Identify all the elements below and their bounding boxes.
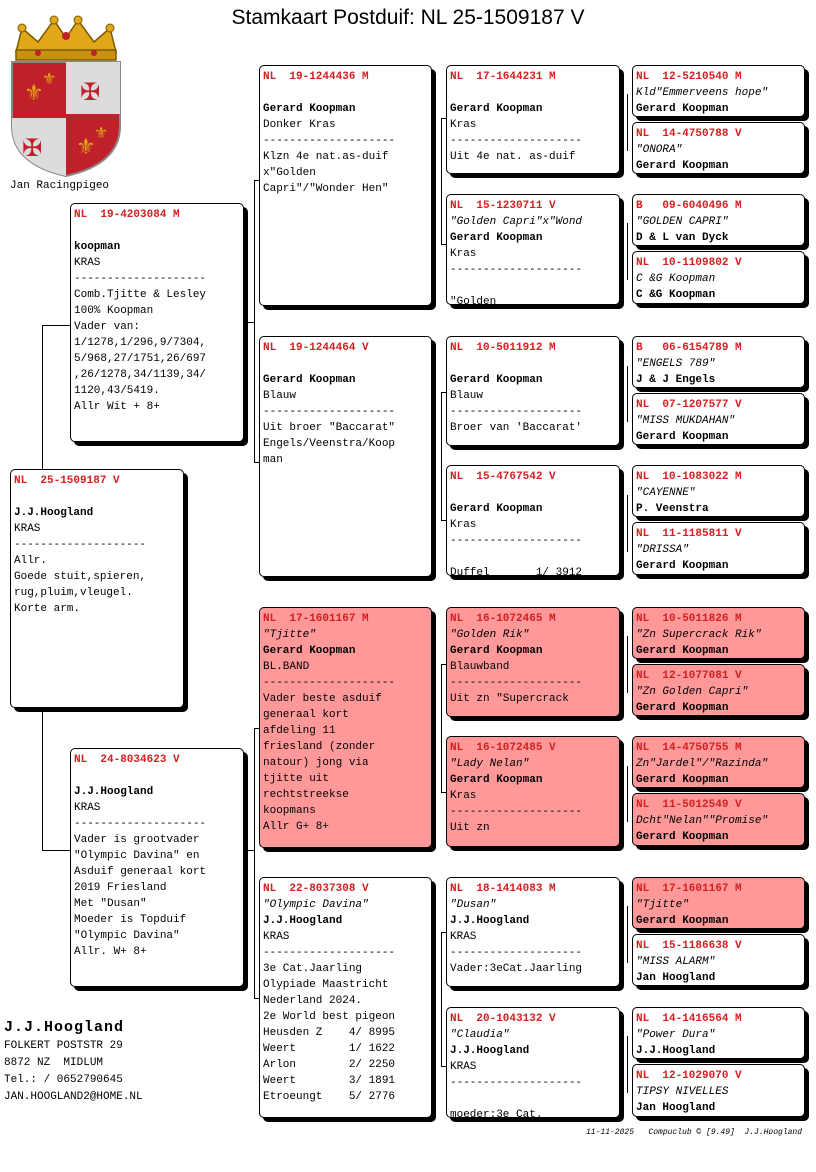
card-text-line: Uit zn "Supercrack (450, 693, 569, 705)
connector (627, 636, 628, 693)
ring-number: NL 10-1083022 M (636, 471, 742, 483)
pigeon-name: "Claudia" (450, 1029, 510, 1041)
card-text-line: Duffel 1/ 3912 (450, 567, 583, 576)
card-text-line: Asduif generaal kort (74, 866, 207, 878)
card-text-line: -------------------- (450, 677, 583, 689)
ring-number: NL 11-1185811 V (636, 528, 742, 540)
ring-number: NL 15-1186638 V (636, 940, 742, 952)
ring-number: NL 22-8037308 V (263, 883, 369, 895)
card-text-line: Broer van 'Baccarat' (450, 422, 583, 434)
pigeon-name: "Lady Nelan" (450, 758, 530, 770)
card-text-line: koopmans (263, 805, 316, 817)
breeder-name: D & L van Dyck (636, 232, 729, 244)
great-grandparent-card[interactable] (632, 522, 805, 575)
card-text-line: -------------------- (450, 135, 583, 147)
card-text-line: KRAS (263, 931, 290, 943)
owner-email: JAN.HOOGLAND2@HOME.NL (4, 1091, 143, 1103)
connector (627, 223, 628, 280)
ring-number: NL 19-4203084 M (74, 209, 180, 221)
connector (441, 118, 442, 244)
pigeon-name: Kld"Emmerveens hope" (636, 87, 769, 99)
pigeon-name: "MISS ALARM" (636, 956, 716, 968)
connector (627, 94, 628, 151)
breeder-name: P. Veenstra (636, 503, 709, 515)
breeder-name: koopman (74, 241, 121, 253)
card-text-line: -------------------- (14, 539, 147, 551)
connector (254, 728, 255, 998)
card-text-line (450, 485, 616, 501)
card-text-line: Uit broer "Baccarat" (263, 422, 396, 434)
pigeon-name: Dcht"Nelan""Promise" (636, 815, 769, 827)
card-text-line: man (263, 454, 283, 466)
breeder-name: Gerard Koopman (636, 702, 729, 714)
pigeon-name: "Dusan" (450, 899, 497, 911)
breeder-name: J & J Engels (636, 374, 716, 386)
breeder-name: Gerard Koopman (636, 560, 729, 572)
great-grandparent-card[interactable] (632, 1007, 805, 1059)
card-text-line: "Golden (450, 296, 497, 305)
connector (42, 708, 43, 850)
sss-card[interactable] (446, 65, 620, 174)
card-text-line: Moeder is Topduif (74, 914, 187, 926)
breeder-name: Gerard Koopman (263, 374, 356, 386)
breeder-name: C &G Koopman (636, 289, 716, 301)
card-text-line: Blauw (263, 390, 297, 402)
great-grandparent-card[interactable] (632, 934, 805, 986)
owner-address-line: 8872 NZ MIDLUM (4, 1057, 104, 1069)
ring-number: NL 19-1244436 M (263, 71, 369, 83)
footer-credit: 11-11-2025 Compuclub © [9.49] J.J.Hoogland (586, 1128, 803, 1137)
breeder-name: Gerard Koopman (636, 774, 729, 786)
card-text-line: Kras (450, 519, 477, 531)
connector (42, 325, 43, 469)
pigeon-name: "Golden Rik" (450, 629, 530, 641)
card-text-line: Allr G+ 8+ (263, 821, 330, 833)
breeder-name: J.J.Hoogland (450, 915, 530, 927)
card-text-line: natour) jong via (263, 757, 369, 769)
ring-number: NL 25-1509187 V (14, 475, 120, 487)
connector (627, 766, 628, 822)
ring-number: NL 14-4750788 V (636, 128, 742, 140)
great-grandparent-card[interactable] (632, 251, 805, 304)
ring-number: NL 15-4767542 V (450, 471, 556, 483)
breeder-name: Gerard Koopman (450, 374, 543, 386)
card-text-line: Kras (450, 248, 477, 260)
card-text-line: Weert 3/ 1891 (263, 1075, 396, 1087)
card-text-line: Arlon 2/ 2250 (263, 1059, 396, 1071)
shield-icon (12, 62, 120, 176)
card-text-line: Vader beste asduif (263, 693, 382, 705)
ring-number: NL 16-1072465 M (450, 613, 556, 625)
breeder-name: Jan Hoogland (636, 1102, 716, 1114)
card-text-line: 100% Koopman (74, 305, 154, 317)
card-text-line: 2019 Friesland (74, 882, 167, 894)
card-text-line: Met "Dusan" (74, 898, 147, 910)
breeder-name: Gerard Koopman (636, 831, 729, 843)
card-text-line: -------------------- (263, 677, 396, 689)
dsd-card[interactable] (446, 736, 620, 847)
breeder-name: Jan Hoogland (636, 972, 716, 984)
breeder-name: Gerard Koopman (636, 160, 729, 172)
card-text-line: Vader van: (74, 321, 141, 333)
card-text-line: "Olympic Davina" (74, 930, 180, 942)
connector (42, 850, 70, 851)
breeder-name: J.J.Hoogland (14, 507, 94, 519)
svg-text:✠: ✠ (80, 78, 101, 106)
ring-number: NL 17-1601167 M (263, 613, 369, 625)
ring-number: NL 12-5210540 M (636, 71, 742, 83)
card-text-line: -------------------- (450, 806, 583, 818)
svg-text:⚜: ⚜ (76, 135, 96, 160)
card-text-line: Kras (450, 790, 477, 802)
pigeon-name: "Zn Supercrack Rik" (636, 629, 762, 641)
ddd-card[interactable] (446, 1007, 620, 1118)
great-grandparent-card[interactable] (632, 877, 805, 929)
card-text-line: moeder:3e Cat. (450, 1109, 543, 1118)
card-text-line: -------------------- (450, 1077, 583, 1089)
dds-card[interactable] (446, 877, 620, 987)
breeder-name: Gerard Koopman (636, 431, 729, 443)
card-text-line: Uit 4e nat. as-duif (450, 151, 576, 163)
ring-number: NL 12-1029070 V (636, 1070, 742, 1082)
card-text-line: rug,pluim,vleugel. (14, 587, 133, 599)
card-text-line (263, 85, 428, 101)
card-text-line: -------------------- (263, 406, 396, 418)
pigeon-name: "Power Dura" (636, 1029, 716, 1041)
ring-number: NL 19-1244464 V (263, 342, 369, 354)
card-text-line: KRAS (450, 931, 477, 943)
connector (42, 325, 70, 326)
ring-number: B 06-6154789 M (636, 342, 742, 354)
card-text-line: -------------------- (450, 406, 583, 418)
card-text-line: -------------------- (263, 135, 396, 147)
card-text-line: Etroeungt 5/ 2776 (263, 1091, 396, 1103)
breeder-name: Gerard Koopman (263, 103, 356, 115)
sdd-card[interactable] (446, 465, 620, 576)
card-text-line: -------------------- (450, 264, 583, 276)
breeder-name: Gerard Koopman (450, 645, 543, 657)
card-text-line: Kras (450, 119, 477, 131)
card-text-line: Goede stuit,spieren, (14, 571, 147, 583)
dam-dam-card[interactable] (259, 877, 432, 1118)
great-grandparent-card[interactable] (632, 793, 805, 846)
connector (627, 906, 628, 963)
card-text-line: ,26/1278,34/1139,34/ (74, 369, 207, 381)
card-text-line: afdeling 11 (263, 725, 336, 737)
connector (627, 1036, 628, 1093)
ring-number: NL 10-5011912 M (450, 342, 556, 354)
card-text-line: KRAS (74, 802, 101, 814)
breeder-name: Gerard Koopman (450, 103, 543, 115)
pigeon-name: "Tjitte" (263, 629, 316, 641)
card-text-line: Korte arm. (14, 603, 81, 615)
owner-address-line: FOLKERT POSTSTR 29 (4, 1040, 123, 1052)
svg-text:⚜: ⚜ (24, 81, 44, 106)
ring-number: NL 10-5011826 M (636, 613, 742, 625)
breeder-name: Gerard Koopman (636, 103, 729, 115)
card-text-line: -------------------- (74, 818, 207, 830)
card-text-line: Allr Wit + 8+ (74, 401, 160, 413)
card-text-line (74, 223, 240, 239)
pigeon-name: "DRISSA" (636, 544, 689, 556)
dss-card[interactable] (446, 607, 620, 717)
pigeon-name: "Golden Capri"x"Wond (450, 216, 583, 228)
card-text-line (450, 278, 616, 294)
great-grandparent-card[interactable] (632, 607, 805, 659)
card-text-line: Comb.Tjitte & Lesley (74, 289, 207, 301)
card-text-line: friesland (zonder (263, 741, 376, 753)
ring-number: B 09-6040496 M (636, 200, 742, 212)
coat-of-arms-logo (8, 14, 124, 178)
pigeon-name: "GOLDEN CAPRI" (636, 216, 729, 228)
owner-phone: Tel.: / 0652790645 (4, 1074, 123, 1086)
card-text-line: Heusden Z 4/ 8995 (263, 1027, 396, 1039)
card-text-line: Blauwband (450, 661, 510, 673)
card-text-line: rechtstreekse (263, 789, 349, 801)
crown-icon (16, 16, 116, 60)
card-text-line: Donker Kras (263, 119, 336, 131)
great-grandparent-card[interactable] (632, 393, 805, 445)
svg-text:✠: ✠ (22, 134, 43, 162)
connector (441, 664, 442, 792)
connector (441, 932, 442, 1066)
pigeon-name: Zn"Jardel"/"Razinda" (636, 758, 769, 770)
dam-sire-card[interactable] (259, 607, 432, 848)
card-text-line: Engels/Veenstra/Koop (263, 438, 396, 450)
pigeon-name: TIPSY NIVELLES (636, 1086, 729, 1098)
club-name: Jan Racingpigeo (10, 180, 110, 192)
card-text-line: 3e Cat.Jaarling (263, 963, 363, 975)
ring-number: NL 16-1072485 V (450, 742, 556, 754)
great-grandparent-card[interactable] (632, 1064, 805, 1117)
ring-number: NL 20-1043132 V (450, 1013, 556, 1025)
card-text-line: x"Golden (263, 167, 316, 179)
breeder-name: J.J.Hoogland (74, 786, 154, 798)
ssd-card[interactable] (446, 194, 620, 305)
breeder-name: J.J.Hoogland (450, 1045, 530, 1057)
connector (627, 495, 628, 552)
card-text-line (14, 489, 180, 505)
sire-dam-card[interactable] (259, 336, 432, 577)
card-text-line: KRAS (74, 257, 101, 269)
ring-number: NL 12-1077081 V (636, 670, 742, 682)
card-text-line: Allr. W+ 8+ (74, 946, 147, 958)
great-grandparent-card[interactable] (632, 664, 805, 716)
ring-number: NL 18-1414083 M (450, 883, 556, 895)
breeder-name: Gerard Koopman (450, 503, 543, 515)
card-text-line: generaal kort (263, 709, 349, 721)
card-text-line: -------------------- (74, 273, 207, 285)
card-text-line: 2e World best pigeon (263, 1011, 396, 1023)
card-text-line: Capri"/"Wonder Hen" (263, 183, 389, 195)
page-title: Stamkaart Postduif: NL 25-1509187 V (231, 6, 585, 29)
ring-number: NL 07-1207577 V (636, 399, 742, 411)
owner-address-block (4, 1018, 143, 1106)
card-text-line: Weert 1/ 1622 (263, 1043, 396, 1055)
card-text-line: Vader:3eCat.Jaarling (450, 963, 583, 975)
breeder-name: J.J.Hoogland (263, 915, 343, 927)
breeder-name: Gerard Koopman (450, 232, 543, 244)
ring-number: NL 14-1416564 M (636, 1013, 742, 1025)
card-text-line: Klzn 4e nat.as-duif (263, 151, 389, 163)
connector (254, 180, 255, 462)
card-text-line: 5/968,27/1751,26/697 (74, 353, 207, 365)
card-text-line: 1/1278,1/296,9/7304, (74, 337, 207, 349)
pigeon-name: "ENGELS 789" (636, 358, 716, 370)
card-text-line: Nederland 2024. (263, 995, 363, 1007)
card-text-line: -------------------- (450, 947, 583, 959)
connector (441, 392, 442, 520)
card-text-line: Olypiade Maastricht (263, 979, 389, 991)
great-grandparent-card[interactable] (632, 465, 805, 517)
card-text-line (450, 549, 616, 565)
sds-card[interactable] (446, 336, 620, 446)
ring-number: NL 14-4750755 M (636, 742, 742, 754)
card-text-line (263, 356, 428, 372)
pigeon-name: "ONORA" (636, 144, 683, 156)
card-text-line: -------------------- (450, 535, 583, 547)
sire-sire-card[interactable] (259, 65, 432, 306)
great-grandparent-card[interactable] (632, 336, 805, 388)
pigeon-name: "Olympic Davina" (263, 899, 369, 911)
ring-number: NL 17-1601167 M (636, 883, 742, 895)
card-text-line: "Olympic Davina" en (74, 850, 200, 862)
card-text-line: -------------------- (263, 947, 396, 959)
owner-name: J.J.Hoogland (4, 1019, 125, 1036)
breeder-name: Gerard Koopman (636, 645, 729, 657)
breeder-name: Gerard Koopman (263, 645, 356, 657)
pigeon-name: "Tjitte" (636, 899, 689, 911)
card-text-line: KRAS (14, 523, 41, 535)
card-text-line: Allr. (14, 555, 48, 567)
great-grandparent-card[interactable] (632, 122, 805, 174)
card-text-line: BL.BAND (263, 661, 310, 673)
breeder-name: Gerard Koopman (636, 915, 729, 927)
svg-text:⚜: ⚜ (42, 69, 57, 88)
pigeon-name: C &G Koopman (636, 273, 716, 285)
card-text-line (74, 768, 240, 784)
pigeon-name: "Zn Golden Capri" (636, 686, 749, 698)
ring-number: NL 17-1644231 M (450, 71, 556, 83)
card-text-line (450, 1091, 616, 1107)
sire-card[interactable] (70, 203, 244, 442)
dam-card[interactable] (70, 748, 244, 987)
svg-text:⚜: ⚜ (94, 123, 109, 142)
card-text-line: Blauw (450, 390, 484, 402)
card-text-line: KRAS (450, 1061, 477, 1073)
card-text-line: tjitte uit (263, 773, 330, 785)
breeder-name: J.J.Hoogland (636, 1045, 716, 1057)
breeder-name: Gerard Koopman (450, 774, 543, 786)
ring-number: NL 11-5012549 V (636, 799, 742, 811)
card-text-line: Uit zn (450, 822, 490, 834)
ring-number: NL 15-1230711 V (450, 200, 556, 212)
ring-number: NL 24-8034623 V (74, 754, 180, 766)
ring-number: NL 10-1109802 V (636, 257, 742, 269)
card-text-line (450, 356, 616, 372)
great-grandparent-card[interactable] (632, 736, 805, 788)
connector (627, 366, 628, 422)
card-text-line: Vader is grootvader (74, 834, 200, 846)
subject-pigeon-card[interactable] (10, 469, 184, 708)
card-text-line (450, 85, 616, 101)
great-grandparent-card[interactable] (632, 194, 805, 246)
pigeon-name: "CAYENNE" (636, 487, 696, 499)
card-text-line: 1120,43/5419. (74, 385, 160, 397)
great-grandparent-card[interactable] (632, 65, 805, 117)
pigeon-name: "MISS MUKDAHAN" (636, 415, 736, 427)
